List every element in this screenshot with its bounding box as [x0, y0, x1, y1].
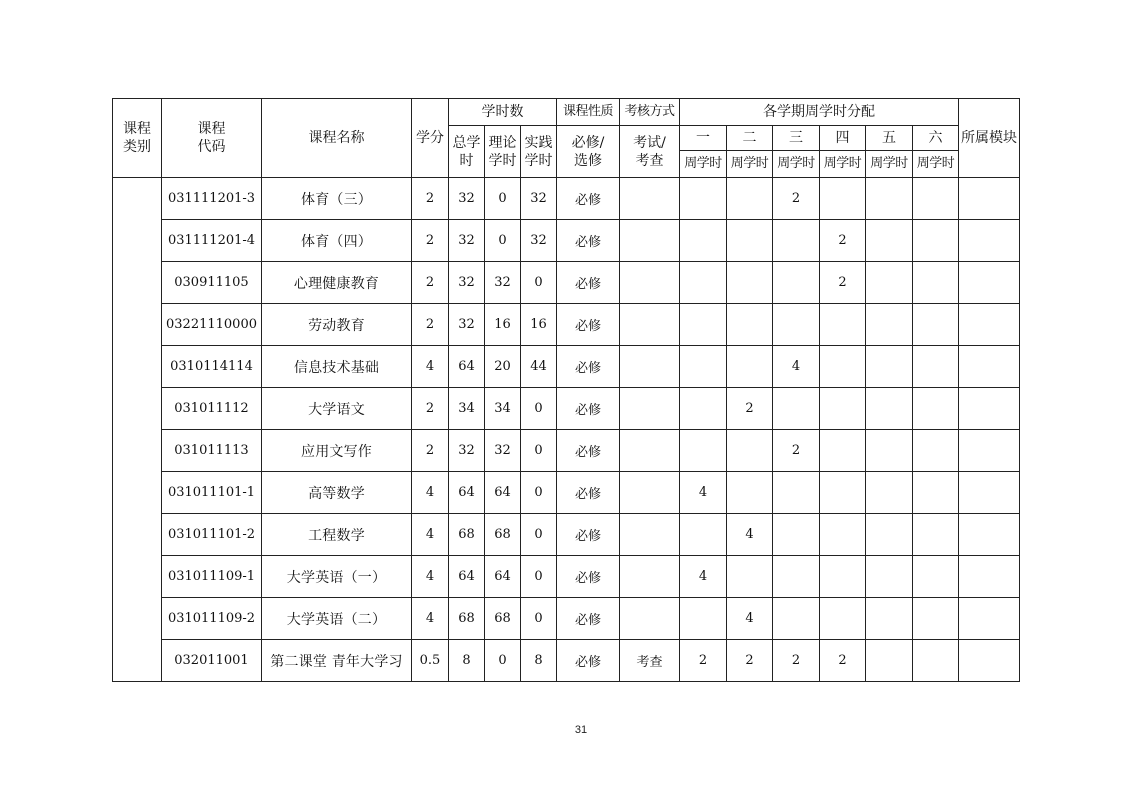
course-code-cell: 03221110000: [162, 304, 262, 346]
course-name-cell: 体育（四）: [262, 220, 412, 262]
header-hours-group: 学时数: [449, 99, 557, 126]
header-weekly-hours-3: 周学时: [773, 151, 820, 178]
semester-4-hours-cell: [820, 598, 866, 640]
table-header: [113, 99, 1020, 178]
course-nature-cell: 必修: [557, 472, 620, 514]
semester-3-hours-cell: [773, 514, 820, 556]
semester-6-hours-cell: [913, 388, 959, 430]
curriculum-table: [112, 98, 1020, 682]
semester-4-hours-cell: [820, 514, 866, 556]
assessment-method-cell: [620, 556, 680, 598]
semester-6-hours-cell: [913, 430, 959, 472]
table-row: [113, 556, 1020, 598]
practice-hours-cell: 0: [521, 514, 557, 556]
course-name-cell: 信息技术基础: [262, 346, 412, 388]
course-code-cell: 031011113: [162, 430, 262, 472]
theory-hours-cell: 16: [485, 304, 521, 346]
module-cell: [959, 556, 1020, 598]
semester-3-hours-cell: 2: [773, 178, 820, 220]
semester-6-hours-cell: [913, 514, 959, 556]
module-cell: [959, 220, 1020, 262]
semester-1-hours-cell: [680, 430, 727, 472]
table-row: [113, 346, 1020, 388]
theory-hours-cell: 64: [485, 556, 521, 598]
semester-4-hours-cell: [820, 472, 866, 514]
table-row: [113, 430, 1020, 472]
semester-5-hours-cell: [866, 304, 913, 346]
header-module: 所属模块: [959, 99, 1020, 178]
practice-hours-cell: 44: [521, 346, 557, 388]
course-category-cell: [113, 178, 162, 682]
course-nature-cell: 必修: [557, 514, 620, 556]
semester-4-hours-cell: [820, 556, 866, 598]
semester-4-hours-cell: [820, 346, 866, 388]
header-code: [162, 99, 262, 178]
semester-3-hours-cell: 4: [773, 346, 820, 388]
semester-4-hours-cell: [820, 388, 866, 430]
semester-6-hours-cell: [913, 346, 959, 388]
header-code-line2: 代码: [197, 139, 226, 155]
table-row: [113, 220, 1020, 262]
semester-5-hours-cell: [866, 388, 913, 430]
header-weekly-hours-4: 周学时: [820, 151, 866, 178]
assessment-method-cell: [620, 346, 680, 388]
course-name-cell: 工程数学: [262, 514, 412, 556]
course-code-cell: 031011109-1: [162, 556, 262, 598]
practice-hours-cell: 8: [521, 640, 557, 682]
practice-hours-cell: 0: [521, 430, 557, 472]
practice-hours-cell: 32: [521, 220, 557, 262]
header-category-line1: 课程: [123, 121, 151, 137]
page-number: 31: [574, 724, 588, 736]
header-total-line1: 总学: [452, 134, 481, 151]
semester-6-hours-cell: [913, 178, 959, 220]
semester-5-hours-cell: [866, 262, 913, 304]
credits-cell: 2: [412, 304, 449, 346]
header-category: [113, 99, 162, 178]
semester-3-hours-cell: [773, 388, 820, 430]
header-semester-group: 各学期周学时分配: [680, 99, 959, 126]
semester-5-hours-cell: [866, 556, 913, 598]
semester-4-hours-cell: 2: [820, 262, 866, 304]
assessment-method-cell: 考查: [620, 640, 680, 682]
assessment-method-cell: [620, 178, 680, 220]
assessment-method-cell: [620, 262, 680, 304]
header-semester-2: 二: [727, 126, 773, 151]
course-nature-cell: 必修: [557, 178, 620, 220]
semester-2-hours-cell: 4: [727, 598, 773, 640]
module-cell: [959, 472, 1020, 514]
practice-hours-cell: 16: [521, 304, 557, 346]
theory-hours-cell: 0: [485, 640, 521, 682]
header-course-name: 课程名称: [262, 99, 412, 178]
course-name-cell: 应用文写作: [262, 430, 412, 472]
total-hours-cell: 34: [449, 388, 485, 430]
header-category-line2: 类别: [123, 139, 151, 155]
semester-3-hours-cell: [773, 220, 820, 262]
module-cell: [959, 640, 1020, 682]
semester-6-hours-cell: [913, 640, 959, 682]
module-cell: [959, 388, 1020, 430]
module-cell: [959, 598, 1020, 640]
semester-3-hours-cell: [773, 598, 820, 640]
theory-hours-cell: 64: [485, 472, 521, 514]
header-semester-6: 六: [913, 126, 959, 151]
course-name-cell: 大学语文: [262, 388, 412, 430]
semester-3-hours-cell: 2: [773, 640, 820, 682]
total-hours-cell: 32: [449, 178, 485, 220]
practice-hours-cell: 0: [521, 556, 557, 598]
theory-hours-cell: 32: [485, 430, 521, 472]
course-code-cell: 031011109-2: [162, 598, 262, 640]
semester-5-hours-cell: [866, 640, 913, 682]
header-assessment-line1: 考试/: [633, 134, 666, 151]
header-semester-5: 五: [866, 126, 913, 151]
assessment-method-cell: [620, 598, 680, 640]
header-total-line2: 时: [459, 152, 474, 169]
course-code-cell: 032011001: [162, 640, 262, 682]
total-hours-cell: 64: [449, 556, 485, 598]
semester-2-hours-cell: 4: [727, 514, 773, 556]
semester-2-hours-cell: [727, 556, 773, 598]
practice-hours-cell: 0: [521, 472, 557, 514]
course-nature-cell: 必修: [557, 430, 620, 472]
assessment-method-cell: [620, 220, 680, 262]
course-nature-cell: 必修: [557, 346, 620, 388]
module-cell: [959, 178, 1020, 220]
semester-5-hours-cell: [866, 178, 913, 220]
module-cell: [959, 514, 1020, 556]
semester-5-hours-cell: [866, 430, 913, 472]
semester-1-hours-cell: [680, 346, 727, 388]
semester-1-hours-cell: [680, 598, 727, 640]
semester-5-hours-cell: [866, 514, 913, 556]
course-nature-cell: 必修: [557, 262, 620, 304]
semester-2-hours-cell: [727, 178, 773, 220]
semester-3-hours-cell: [773, 262, 820, 304]
course-name-cell: 第二课堂 青年大学习: [262, 640, 412, 682]
semester-6-hours-cell: [913, 598, 959, 640]
credits-cell: 2: [412, 430, 449, 472]
course-name-cell: 劳动教育: [262, 304, 412, 346]
module-cell: [959, 262, 1020, 304]
course-code-cell: 031011112: [162, 388, 262, 430]
semester-1-hours-cell: [680, 262, 727, 304]
header-practice-line1: 实践: [524, 134, 553, 151]
header-theory-line2: 学时: [488, 152, 517, 169]
course-nature-cell: 必修: [557, 388, 620, 430]
course-code-cell: 031111201-3: [162, 178, 262, 220]
semester-4-hours-cell: 2: [820, 640, 866, 682]
course-code-cell: 031011101-2: [162, 514, 262, 556]
table-row: [113, 304, 1020, 346]
header-assessment: [620, 126, 680, 178]
semester-1-hours-cell: [680, 178, 727, 220]
table-row: [113, 514, 1020, 556]
course-name-cell: 高等数学: [262, 472, 412, 514]
semester-2-hours-cell: [727, 304, 773, 346]
semester-2-hours-cell: 2: [727, 388, 773, 430]
credits-cell: 2: [412, 388, 449, 430]
semester-1-hours-cell: 4: [680, 556, 727, 598]
semester-2-hours-cell: [727, 346, 773, 388]
header-total-hours: [449, 126, 485, 178]
course-nature-cell: 必修: [557, 640, 620, 682]
semester-5-hours-cell: [866, 472, 913, 514]
header-practice-hours: [521, 126, 557, 178]
credits-cell: 4: [412, 472, 449, 514]
semester-3-hours-cell: [773, 472, 820, 514]
header-semester-1: 一: [680, 126, 727, 151]
table-row: [113, 178, 1020, 220]
table-body: [113, 178, 1020, 682]
course-name-cell: 心理健康教育: [262, 262, 412, 304]
module-cell: [959, 346, 1020, 388]
semester-1-hours-cell: 4: [680, 472, 727, 514]
total-hours-cell: 68: [449, 598, 485, 640]
semester-1-hours-cell: [680, 304, 727, 346]
semester-5-hours-cell: [866, 346, 913, 388]
semester-5-hours-cell: [866, 220, 913, 262]
header-weekly-hours-5: 周学时: [866, 151, 913, 178]
header-nature: [557, 126, 620, 178]
semester-6-hours-cell: [913, 556, 959, 598]
total-hours-cell: 68: [449, 514, 485, 556]
semester-3-hours-cell: 2: [773, 430, 820, 472]
theory-hours-cell: 68: [485, 514, 521, 556]
table-row: [113, 640, 1020, 682]
semester-3-hours-cell: [773, 556, 820, 598]
semester-2-hours-cell: [727, 220, 773, 262]
theory-hours-cell: 32: [485, 262, 521, 304]
header-semester-4: 四: [820, 126, 866, 151]
assessment-method-cell: [620, 388, 680, 430]
semester-1-hours-cell: [680, 220, 727, 262]
semester-1-hours-cell: 2: [680, 640, 727, 682]
semester-4-hours-cell: [820, 304, 866, 346]
header-semester-3: 三: [773, 126, 820, 151]
credits-cell: 2: [412, 178, 449, 220]
semester-4-hours-cell: 2: [820, 220, 866, 262]
header-credits: 学分: [412, 99, 449, 178]
theory-hours-cell: 0: [485, 220, 521, 262]
header-practice-line2: 学时: [524, 152, 553, 169]
semester-2-hours-cell: [727, 472, 773, 514]
theory-hours-cell: 34: [485, 388, 521, 430]
semester-3-hours-cell: [773, 304, 820, 346]
assessment-method-cell: [620, 430, 680, 472]
assessment-method-cell: [620, 514, 680, 556]
header-theory-hours: [485, 126, 521, 178]
course-code-cell: 030911105: [162, 262, 262, 304]
course-nature-cell: 必修: [557, 304, 620, 346]
header-nature-group: 课程性质: [557, 99, 620, 126]
credits-cell: 2: [412, 220, 449, 262]
semester-2-hours-cell: [727, 262, 773, 304]
credits-cell: 2: [412, 262, 449, 304]
semester-2-hours-cell: 2: [727, 640, 773, 682]
table-row: [113, 472, 1020, 514]
table-row: [113, 262, 1020, 304]
theory-hours-cell: 0: [485, 178, 521, 220]
course-name-cell: 大学英语（一）: [262, 556, 412, 598]
header-assessment-group: 考核方式: [620, 99, 680, 126]
header-nature-line1: 必修/: [571, 134, 605, 151]
assessment-method-cell: [620, 472, 680, 514]
course-nature-cell: 必修: [557, 556, 620, 598]
table-row: [113, 388, 1020, 430]
total-hours-cell: 32: [449, 430, 485, 472]
theory-hours-cell: 68: [485, 598, 521, 640]
semester-6-hours-cell: [913, 472, 959, 514]
total-hours-cell: 32: [449, 262, 485, 304]
total-hours-cell: 64: [449, 472, 485, 514]
credits-cell: 0.5: [412, 640, 449, 682]
semester-5-hours-cell: [866, 598, 913, 640]
header-nature-line2: 选修: [574, 152, 603, 169]
semester-1-hours-cell: [680, 388, 727, 430]
semester-6-hours-cell: [913, 220, 959, 262]
header-code-line1: 课程: [197, 121, 226, 137]
header-assessment-line2: 考查: [635, 152, 664, 169]
credits-cell: 4: [412, 556, 449, 598]
table-row: [113, 598, 1020, 640]
practice-hours-cell: 32: [521, 178, 557, 220]
course-code-cell: 031011101-1: [162, 472, 262, 514]
semester-4-hours-cell: [820, 178, 866, 220]
header-weekly-hours-6: 周学时: [913, 151, 959, 178]
theory-hours-cell: 20: [485, 346, 521, 388]
semester-6-hours-cell: [913, 262, 959, 304]
semester-2-hours-cell: [727, 430, 773, 472]
credits-cell: 4: [412, 514, 449, 556]
credits-cell: 4: [412, 346, 449, 388]
course-nature-cell: 必修: [557, 220, 620, 262]
course-code-cell: 031111201-4: [162, 220, 262, 262]
practice-hours-cell: 0: [521, 598, 557, 640]
total-hours-cell: 64: [449, 346, 485, 388]
course-code-cell: 0310114114: [162, 346, 262, 388]
total-hours-cell: 8: [449, 640, 485, 682]
semester-4-hours-cell: [820, 430, 866, 472]
assessment-method-cell: [620, 304, 680, 346]
semester-1-hours-cell: [680, 514, 727, 556]
header-weekly-hours-1: 周学时: [680, 151, 727, 178]
header-weekly-hours-2: 周学时: [727, 151, 773, 178]
practice-hours-cell: 0: [521, 262, 557, 304]
course-name-cell: 体育（三）: [262, 178, 412, 220]
credits-cell: 4: [412, 598, 449, 640]
practice-hours-cell: 0: [521, 388, 557, 430]
semester-6-hours-cell: [913, 304, 959, 346]
module-cell: [959, 430, 1020, 472]
total-hours-cell: 32: [449, 220, 485, 262]
course-nature-cell: 必修: [557, 598, 620, 640]
module-cell: [959, 304, 1020, 346]
header-theory-line1: 理论: [488, 134, 517, 151]
total-hours-cell: 32: [449, 304, 485, 346]
course-name-cell: 大学英语（二）: [262, 598, 412, 640]
